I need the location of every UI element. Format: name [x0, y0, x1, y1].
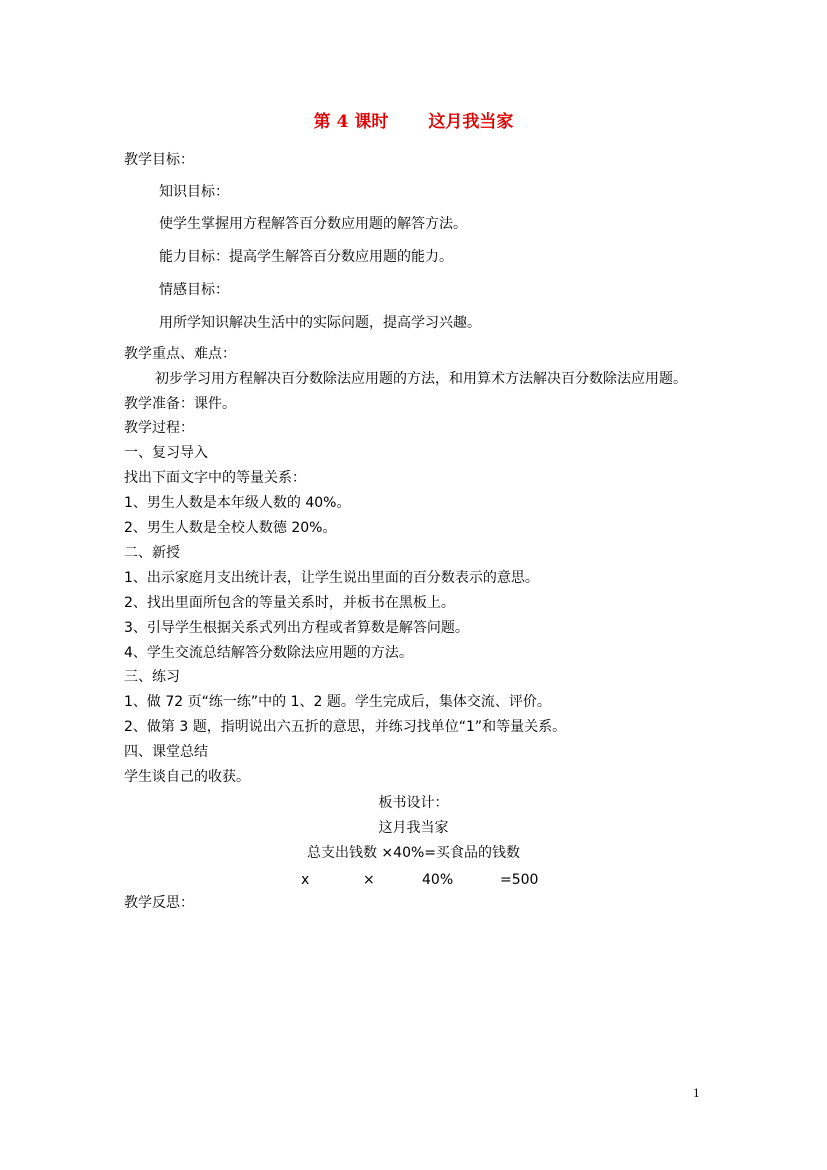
page-number: 1: [693, 1085, 700, 1100]
knowledge-label: 知识目标：: [159, 184, 229, 200]
key-points-text: 初步学习用方程解决百分数除法应用题的方法，和用算术方法解决百分数除法应用题。: [155, 371, 687, 387]
list-item: 2、男生人数是全校人数德 20%。: [124, 520, 337, 536]
reflection-label: 教学反思：: [124, 895, 194, 911]
summary-text: 学生谈自己的收获。: [124, 769, 250, 785]
key-points-label: 教学重点、难点：: [124, 346, 236, 362]
process-label: 教学过程：: [124, 420, 194, 436]
equation-times: ×: [363, 872, 375, 888]
list-item: 2、找出里面所包含的等量关系时，并板书在黑板上。: [124, 595, 455, 611]
board-relation: 总支出钱数 ×40%=买食品的钱数: [306, 845, 521, 861]
section-review: 一、复习导入: [124, 445, 208, 461]
section-practice: 三、练习: [124, 669, 180, 685]
knowledge-text: 使学生掌握用方程解答百分数应用题的解答方法。: [159, 216, 467, 232]
list-item: 4、学生交流总结解答分数除法应用题的方法。: [124, 645, 413, 661]
preparation-text: 教学准备：课件。: [124, 396, 236, 412]
list-item: 3、引导学生根据关系式列出方程或者算数是解答问题。: [124, 620, 469, 636]
equation-x: x: [301, 872, 310, 888]
board-design-label: 板书设计：: [378, 795, 449, 811]
ability-text: 能力目标：提高学生解答百分数应用题的能力。: [159, 249, 453, 265]
list-item: 1、出示家庭月支出统计表，让学生说出里面的百分数表示的意思。: [124, 570, 539, 586]
section-summary: 四、课堂总结: [124, 744, 208, 760]
find-relation-text: 找出下面文字中的等量关系：: [124, 470, 306, 486]
emotion-label: 情感目标：: [159, 282, 229, 298]
lesson-number: 第 4 课时: [313, 112, 389, 132]
lesson-topic: 这月我当家: [428, 112, 514, 132]
page-title: [0, 112, 827, 132]
emotion-text: 用所学知识解决生活中的实际问题，提高学习兴趣。: [159, 315, 481, 331]
objectives-label: 教学目标：: [124, 152, 194, 168]
list-item: 2、做第 3 题，指明说出六五折的意思，并练习找单位“1”和等量关系。: [124, 719, 567, 735]
equation-percent: 40%: [422, 872, 454, 888]
list-item: 1、男生人数是本年级人数的 40%。: [124, 495, 351, 511]
board-topic: 这月我当家: [378, 820, 449, 836]
section-new-lesson: 二、新授: [124, 545, 180, 561]
list-item: 1、做 72 页“练一练”中的 1、2 题。学生完成后，集体交流、评价。: [124, 694, 551, 710]
equation-result: =500: [500, 872, 539, 888]
